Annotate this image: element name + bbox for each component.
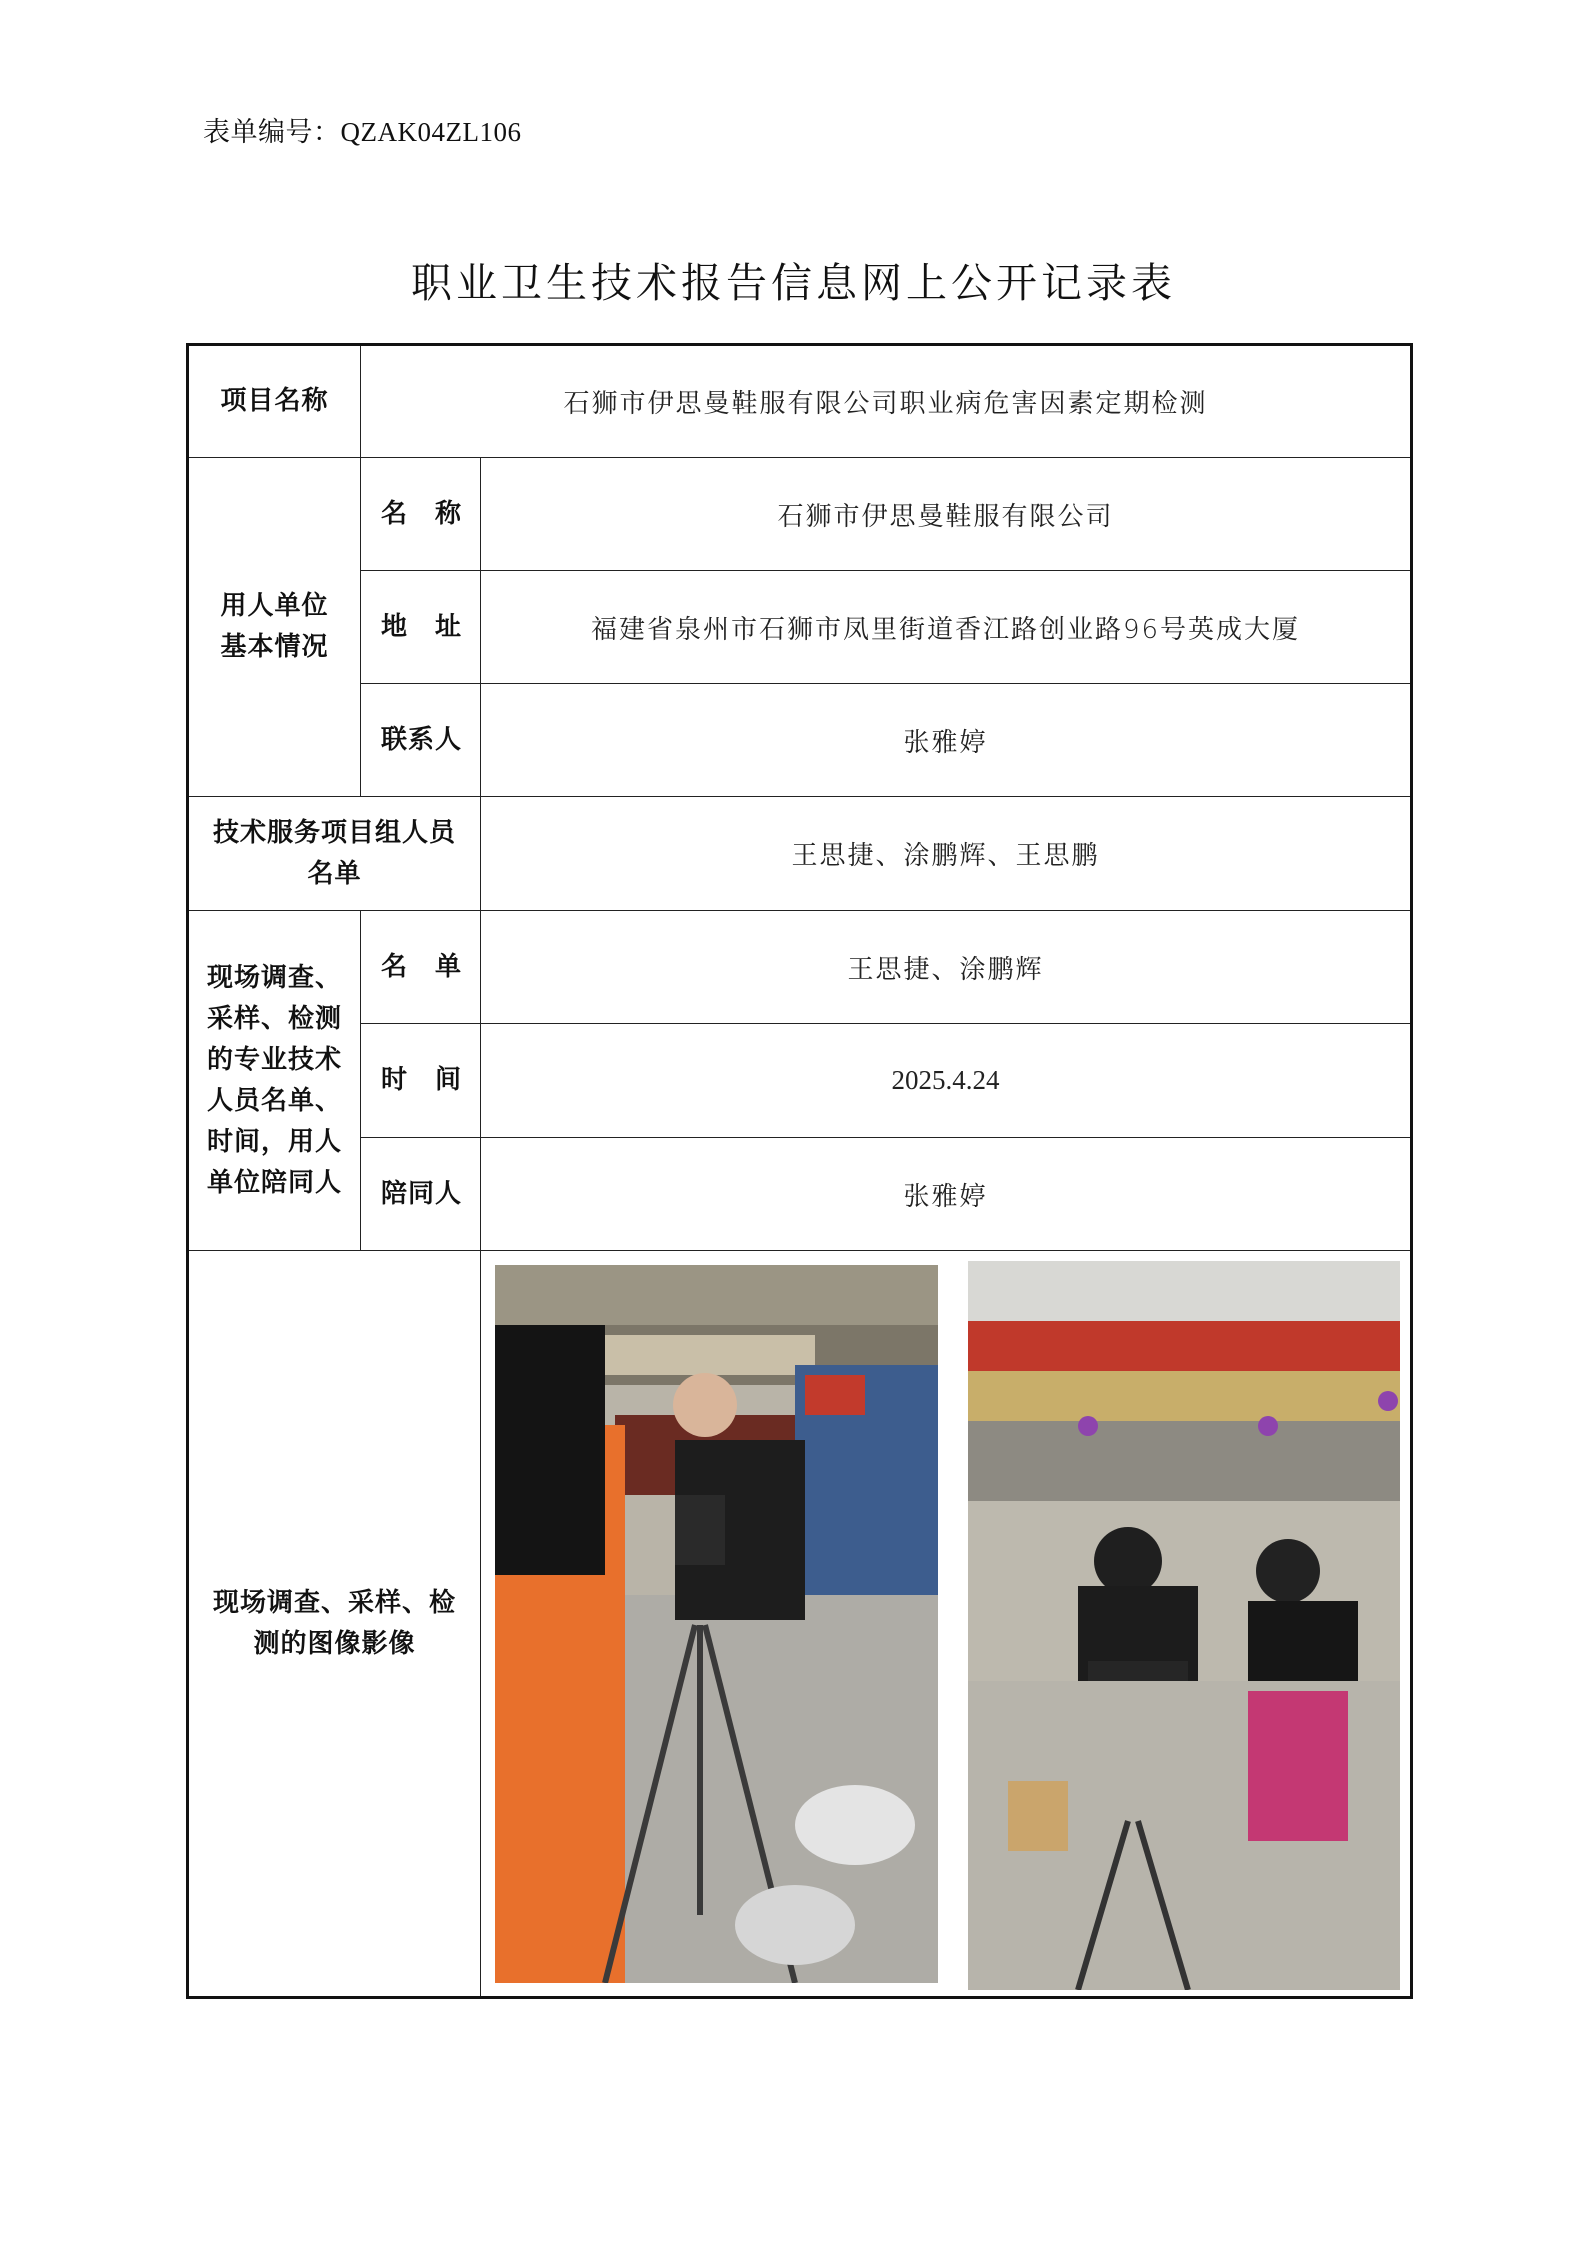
row-employer-address xyxy=(188,571,1412,684)
form-number-value: QZAK04ZL106 xyxy=(340,117,522,147)
row-project-name xyxy=(188,345,1412,458)
row-survey-time xyxy=(188,1024,1412,1138)
row-employer-name xyxy=(188,458,1412,571)
row-escort xyxy=(188,1138,1412,1251)
page-title: 职业卫生技术报告信息网上公开记录表 xyxy=(411,259,1176,307)
site-photo-2 xyxy=(968,1261,1400,1990)
images-label: 现场调查、采样、检测的图像影像 xyxy=(188,1251,481,1998)
photo-area xyxy=(481,1251,1410,1996)
employer-name-label: 名 称 xyxy=(361,458,481,571)
site-photo-2-image xyxy=(968,1261,1400,1990)
employer-address-value: 福建省泉州市石狮市凤里街道香江路创业路96号英成大厦 xyxy=(481,571,1412,684)
survey-names-label: 名 单 xyxy=(361,911,481,1024)
escort-label: 陪同人 xyxy=(361,1138,481,1251)
contact-value: 张雅婷 xyxy=(481,684,1412,797)
row-contact xyxy=(188,684,1412,797)
employer-info-label xyxy=(188,458,361,797)
survey-label: 现场调查、采样、检测的专业技术人员名单、时间，用人单位陪同人 xyxy=(188,911,361,1251)
images-cell xyxy=(481,1251,1412,1998)
team-label: 技术服务项目组人员名单 xyxy=(188,797,481,911)
employer-info-label-text: 用人单位 基本情况 xyxy=(220,591,329,662)
survey-time-value: 2025.4.24 xyxy=(481,1024,1412,1138)
project-name-value: 石狮市伊思曼鞋服有限公司职业病危害因素定期检测 xyxy=(361,345,1412,458)
contact-label: 联系人 xyxy=(361,684,481,797)
survey-names-value: 王思捷、涂鹏辉 xyxy=(481,911,1412,1024)
form-number xyxy=(203,110,521,149)
record-table xyxy=(186,343,1413,1999)
employer-name-value: 石狮市伊思曼鞋服有限公司 xyxy=(481,458,1412,571)
site-photo-1-image xyxy=(495,1265,938,1983)
row-images xyxy=(188,1251,1412,1998)
employer-address-label: 地 址 xyxy=(361,571,481,684)
survey-time-label: 时 间 xyxy=(361,1024,481,1138)
row-survey-names xyxy=(188,911,1412,1024)
row-team xyxy=(188,797,1412,911)
form-number-label: 表单编号： xyxy=(203,117,341,148)
site-photo-1 xyxy=(495,1265,938,1983)
escort-value: 张雅婷 xyxy=(481,1138,1412,1251)
project-name-label: 项目名称 xyxy=(188,345,361,458)
team-value: 王思捷、涂鹏辉、王思鹏 xyxy=(481,797,1412,911)
